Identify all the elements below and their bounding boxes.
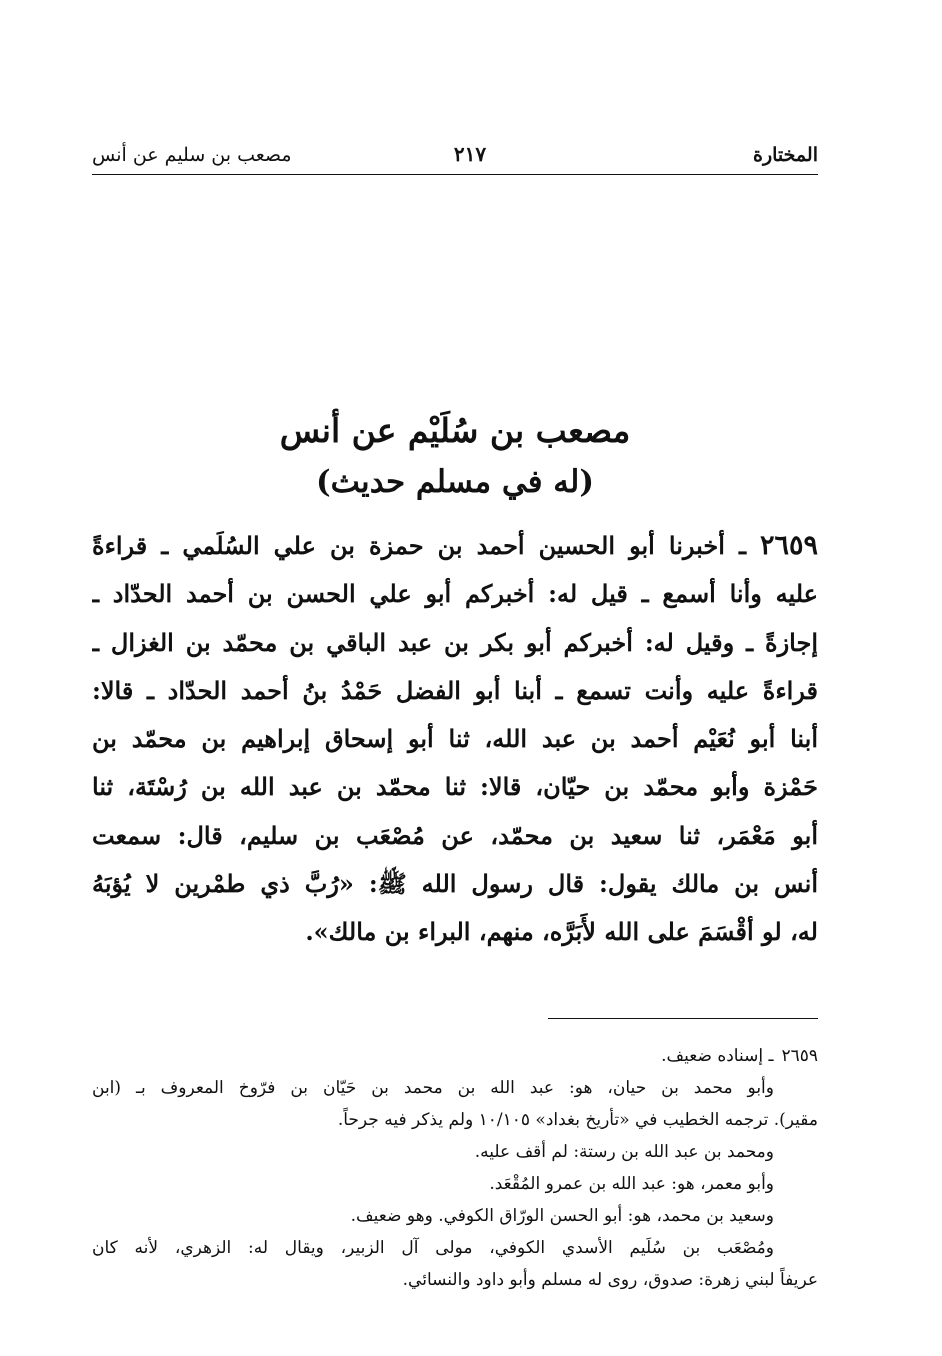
chapter-heading	[92, 405, 818, 507]
page-number: ٢١٧	[453, 142, 487, 166]
hadith-line: حَمْزة وأبو محمّد بن حيّان، قالا: ثنا محمّد بن عبد الله بن رُسْتَة، ثنا	[92, 772, 818, 802]
chapter-title: مصعب بن سُلَيْم عن أنس	[279, 411, 631, 450]
hadith-number: ٢٦٥٩	[759, 530, 818, 561]
hadith-line: له، لو أقْسَمَ على الله لأَبَرَّه، منهم، البراء بن مالك».	[305, 917, 818, 947]
hadith-line	[92, 522, 818, 570]
hadith-line: قراءةً عليه وأنت تسمع ـ أبنا أبو الفضل حَمْدُ بنُ أحمد الحدّاد ـ قالا:	[92, 675, 818, 705]
section-title: مصعب بن سليم عن أنس	[92, 144, 292, 166]
hadith-line: أبو مَعْمَر، ثنا سعيد بن محمّد، عن مُصْعَب بن سليم، قال: سمعت	[92, 820, 818, 850]
footnotes	[92, 1040, 818, 1296]
footnote-line	[92, 1040, 818, 1072]
running-header	[92, 138, 818, 178]
footnote-line: عريفاً لبني زهرة: صدوق، روى له مسلم وأبو داود والنسائي.	[402, 1270, 818, 1290]
footnote-line: مقير). ترجمه الخطيب في «تأريخ بغداد» ١٠/١٠٥ ولم يذكر فيه جرحاً.	[337, 1110, 818, 1130]
footnote-number: ٢٦٥٩	[781, 1046, 818, 1066]
hadith-line: أبنا أبو نُعَيْم أحمد بن عبد الله، ثنا أبو إسحاق إبراهيم بن محمّد بن	[92, 724, 818, 754]
hadith-line: عليه وأنا أسمع ـ قيل له: أخبركم أبو علي الحسن بن أحمد الحدّاد ـ	[92, 579, 818, 609]
footnote-line: وأبو معمر، هو: عبد الله بن عمرو المُقْعَد.	[489, 1174, 774, 1194]
footnote-line-text: ـ إسناده ضعيف.	[661, 1046, 774, 1066]
chapter-subtitle: (له في مسلم حديث)	[315, 464, 595, 500]
footnote-line: وأبو محمد بن حيان، هو: عبد الله بن محمد بن حَيّان بن فرّوخ المعروف بـ (ابن	[92, 1078, 774, 1098]
book-title: المختارة	[753, 144, 818, 166]
hadith-line: إجازةً ـ وقيل له: أخبركم أبو بكر بن عبد الباقي بن محمّد بن الغزال ـ	[92, 627, 818, 657]
hadith-line-text: ـ أخبرنا أبو الحسين أحمد بن حمزة بن علي السُلَمي ـ قراءةً	[92, 531, 746, 560]
footnote-line: ومُصْعَب بن سُلَيم الأسدي الكوفي، مولى آل الزبير، ويقال له: الزهري، لأنه كان	[92, 1238, 774, 1258]
hadith-text	[92, 522, 818, 957]
hadith-line: أنس بن مالك يقول: قال رسول الله ﷺ: «رُبَّ ذي طمْرين لا يُؤبَهُ	[92, 869, 818, 899]
footnote-line: ومحمد بن عبد الله بن رستة: لم أقف عليه.	[474, 1142, 774, 1162]
header-divider	[92, 174, 818, 175]
footnote-divider	[548, 1018, 818, 1019]
footnote-line: وسعيد بن محمد، هو: أبو الحسن الورّاق الكوفي. وهو ضعيف.	[350, 1206, 774, 1226]
